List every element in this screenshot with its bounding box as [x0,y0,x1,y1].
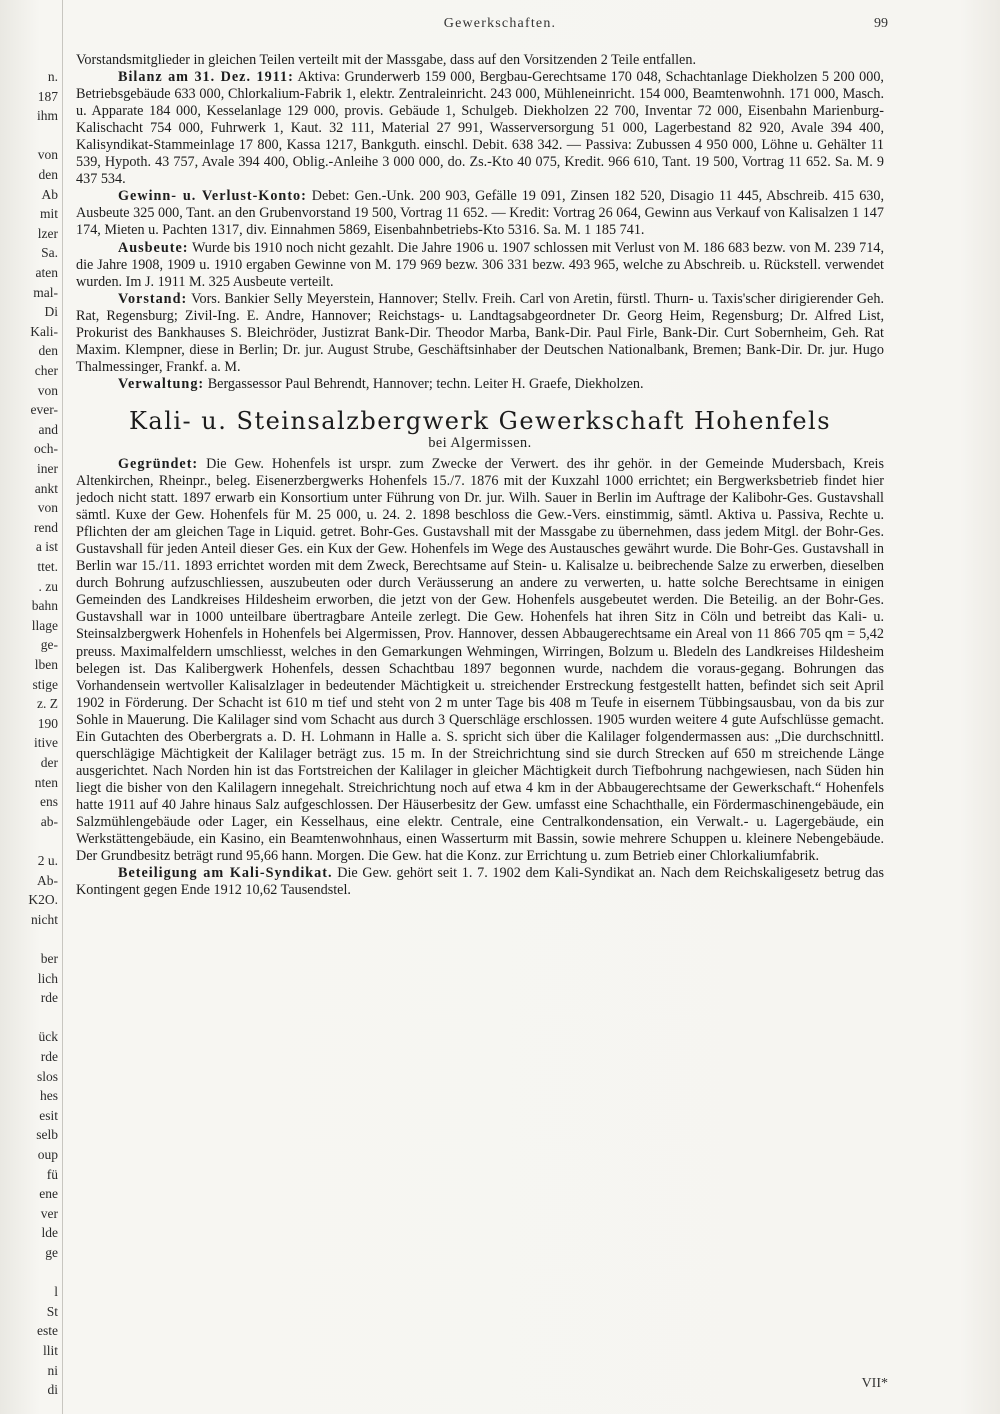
gutter-fragment: Kali- [30,323,58,339]
company-title: Kali- u. Steinsalzbergwerk Gewerkschaft Hohenfels [128,406,832,435]
gutter-fragment: ber [40,951,58,966]
gutter-fragment: rend [34,519,58,535]
ausbeute-paragraph [76,240,884,291]
bilanz-text: Aktiva: Grunderwerb 159 000, Bergbau-Gerechtsame 170 048, Schachtanlage Diekholzen 5 200 000, Betriebsgebäude 633 000, Chlorkalium-Fabrik 1, elektr. Zentraleinricht. 243 000, Mühleneinricht. 154 000, Beamtenwohnh. 171 000, Masch. u. Apparate 184 000, Kesselanlage 129 000, provis. Gebäude 1, Schulgeb. Diekholzen 22 700, Inventar 72 000, Eisenbahn Marienburg-Kalischacht 754 000, Fuhrwerk 1, Kaut. 32 111, Material 27 991, Wasserversorgung 51 000, Lagerbestand 82 920, Avale 394 400, Kalisyndikat-Stammeinlage 17 800, Kassa 1217, Bankguth. einschl. Debit. 638 342. — Passiva: Zubussen 4 950 000, Löhne u. Gehälter 11 539, Hypoth. 43 757, Avale 394 400, Oblig.-Anleihe 3 000 000, do. Zs.-Kto 40 075, Kredit. 966 610, Tant. 19 500, Vortrag 11 652. Sa. M. 9 437 534. [76,69,884,188]
gegruendet-label: Gegründet: [118,455,199,472]
gutter-fragment: bahn [31,598,58,614]
gutter-fragment: llit [42,1343,58,1358]
gutter-fragment: itive [34,735,58,751]
gutter-fragment: lzer [37,225,58,241]
running-title: Gewerkschaften. [443,16,557,31]
beteiligung-paragraph [76,865,884,899]
text-column [76,52,884,1382]
gutter-fragment: selb [36,1127,58,1143]
gutter-fragment: stige [32,676,58,692]
gutter-fragment: ab- [40,813,58,829]
gv-text: Debet: Gen.-Unk. 200 903, Gefälle 19 091, Zinsen 182 520, Disagio 11 445, Abschreib. 415 630, Ausbeute 325 000, Tant. an den Grubenvorstand 19 500, Vortrag 11 652. — Kredit: Vortrag 26 064, Gewinn aus Verkauf von Kalisalzen 1 147 174, Mieten u. Pachten 1317, div. Einnahmen 5869, Eisenbahnbetriebs-Kto 5316. Sa. M. 1 185 741. [76,188,884,239]
gutter-fragment: 190 [37,715,58,731]
bilanz-label: Bilanz am 31. Dez. 1911: [118,69,294,86]
gutter-fragment: ever- [30,402,58,418]
gutter-fragment: Ab- [37,872,58,888]
gutter-fragment: ück [38,1029,58,1045]
gutter-fragment: rde [40,1049,58,1064]
gutter-fragment: fü [46,1166,58,1182]
gutter-fragment: nicht [31,911,58,927]
bilanz-paragraph [76,69,884,188]
gutter-fragment: St [46,1303,58,1319]
gutter-fragment: der [40,755,58,770]
beteiligung-text: Die Gew. gehört seit 1. 7. 1902 dem Kali-Syndikat an. Nach dem Reichskaligesetz betrug das Kontingent gegen Ende 1912 10,62 Tausendstel. [76,865,884,899]
gutter-fragment: Sa. [41,245,58,261]
gutter-fragment: esit [39,1107,58,1123]
gv-paragraph [76,188,884,239]
ausbeute-label: Ausbeute: [118,239,189,256]
gutter-fragment: K2O. [28,892,58,908]
gutter-fragment: slos [36,1068,58,1084]
ausbeute-text: Wurde bis 1910 noch nicht gezahlt. Die Jahre 1906 u. 1907 schlossen mit Verlust von M. 186 683 bezw. von M. 239 714, die Jahre 1908, 1909 u. 1910 ergaben Gewinne von M. 179 969 bezw. 306 331 bezw. 493 965, welche zu Abschreib. u. Rückstell. verwendet wurden. Im J. 1911 M. 325 Ausbeute verteilt. [76,239,884,290]
verwaltung-paragraph [76,376,884,393]
gutter-fragment: ankt [34,480,58,496]
company-subtitle: bei Algermissen. [428,434,532,451]
gutter-fragment: mal- [33,284,58,300]
gutter-fragment: hes [40,1088,58,1104]
gutter-fragment: lben [34,657,58,672]
gutter-fragment: lich [37,970,58,986]
gutter-fragment: cher [34,363,58,378]
page-fold-line [62,0,63,1414]
gutter-fragment: di [47,1382,58,1398]
vorstand-text: Vors. Bankier Selly Meyerstein, Hannover; Stellv. Freih. Carl von Aretin, fürstl. Thurn- u. Taxis'scher dirigierender Geh. Rat, Regensburg; Zivil-Ing. E. Andre, Hannover; Reichstags- u. Landtagsabgeordneter Dr. Georg Heim, Regensburg; Dr. Alfred List, Prokurist des Bankhauses S. Bleichröder, Justizrat Bank-Dir. Theodor Marba, Bank-Dir. Paul Firle, Bank-Dir. Curt Sobernheim, Geh. Rat Maxim. Klempner, diese in Berlin; Dr. jur. August Strube, Geschäftsinhaber der Deutschen Nationalbank, Bremen; Bank-Dir. Dr. jur. Hugo Thalmessinger, Frankf. a. M. [76,290,884,375]
gutter-fragment: 187 [37,88,58,104]
gutter-fragment: . zu [38,578,58,594]
gutter-fragment: and [38,421,58,437]
gutter-fragment: z. Z [37,696,58,712]
adjacent-page-gutter [0,0,62,1414]
gutter-fragment: ttet. [37,559,58,574]
vorstand-label: Vorstand: [118,290,188,307]
verwaltung-text: Bergassessor Paul Behrendt, Hannover; techn. Leiter H. Graefe, Diekholzen. [207,375,644,392]
gutter-fragment: rde [40,990,58,1006]
gutter-fragment: n. [47,69,58,84]
gutter-fragment: ge- [40,637,58,653]
gutter-fragment: oup [37,1147,58,1162]
signature-mark: VII* [861,1376,888,1391]
gutter-fragment: ver [40,1205,58,1221]
gutter-fragment: llage [31,617,58,633]
gutter-fragment: l [54,1284,58,1300]
gutter-fragment: ni [47,1362,58,1378]
gutter-fragment: 2 u. [37,853,58,868]
gv-label: Gewinn- u. Verlust-Konto: [118,188,307,205]
gutter-fragment: iner [37,461,58,476]
gutter-fragment: aten [35,265,58,280]
gutter-fragment: ens [40,794,58,810]
vorstand-paragraph [76,291,884,376]
gutter-fragment: von [37,147,58,163]
gutter-fragment: von [37,500,58,516]
gutter-fragment: och- [34,441,58,457]
verwaltung-label: Verwaltung: [118,375,205,392]
gutter-fragment: ene [39,1186,58,1202]
gutter-fragment: den [38,343,58,359]
beteiligung-label: Beteiligung am Kali-Syndikat. [118,865,333,882]
gutter-fragment: von [37,382,58,398]
gutter-fragment: den [38,167,58,182]
gutter-fragment: ihm [36,108,58,124]
gutter-fragment: a ist [35,539,58,555]
gutter-fragment: Di [44,304,58,320]
gutter-fragment: ge [45,1245,58,1260]
gegruendet-text: Die Gew. Hohenfels ist urspr. zum Zwecke der Verwert. des ihr gehör. in der Gemeinde Mudersbach, Kreis Altenkirchen, Rheinpr., beleg. Eisenerzbergwerks Hohenfels 15./7. 1876 mit der Kuxzahl 1000 errichtet; ein Bergwerksbetrieb findet hier jedoch nicht statt. 1897 erwarb ein Konsortium unter Führung von Dr. jur. Wilh. Sauer in Berlin im Auftrage der Kalibohr-Ges. Gustavshall sämtl. Kuxe der Gew. Hohenfels für M. 25 000, u. 24. 2. 1898 beschloss die Gew.-Vers. einstimmig, sämtl. Aktiva u. Passiva, Rechte u. Pflichten der am gleichen Tage in Liquid. getret. Bohr-Ges. Gustavshall mit der Massgabe zu übernehmen, dass jedem Mitgl. der Bohr-Ges. Gustavshall für jeden Anteil dieser Ges. ein Kux der Gew. Hohenfels im Wege des Austausches gewährt wurde. Die Bohr-Ges. Gustavshall in Berlin war 15./11. 1893 errichtet worden mit dem Zweck, Berechtsame auf Stein- u. Kalisalze u. beibrechende Salze zu erwerben, dieselben durch Bohrung aufzuschliessen, auszubeuten oder durch Veräusserung an andere zu verwerten, u. hatte solche Berechtsame in einigen Gemeinden des Landkreises Hildesheim erworben, die jetzt von der Gew. Hohenfels ausgebeutet werden. Die Beteilig. an der Bohr-Ges. Gustavshall war in 1000 unteilbare übertragbare Anteile zerlegt. Die Gew. Hohenfels hat ihren Sitz in Cöln und betreibt das Kali- u. Steinsalzbergwerk Hohenfels in Hohenfels bei Algermissen, Prov. Hannover, dessen Abbaugerechtsame ein Areal von 11 866 705 qm = 5,42 preuss. Maximalfeldern umschliesst, welches in den Gemarkungen Wehmingen, Wirringen, Bolzum u. Bledeln des Landkreises Hildesheim belegen ist. Das Kalibergwerk Hohenfels, dessen Schachtbau 1897 begonnen wurde, nachdem die voraus-gegang. Bohrungen das Vorhandensein wertvoller Kalisalzlager in bedeutender Mächtigkeit u. streichender Erstreckung festgestellt hatten, befindet sich seit April 1902 in Förderung. Der Schacht ist 610 m tief und steht von 2 m unter Tage bis 408 m Teufe in eisernem Tübbingsausbau, von da bis zur Sohle in Mauerung. Die Kalilager sind vom Schacht aus durch 3 Querschläge erschlossen. 1905 wurden weitere 4 gute Aufschlüsse gemacht. Ein Gutachten des Oberbergrats a. D. H. Lohmann in Halle a. S. spricht sich über die Kalilager folgendermassen aus: „Die durchschnittl. querschlägige Mächtigkeit der Kalilager beträgt zus. 15 m. In der Streichrichtung sind sie durch Strecken auf 650 m streichende Länge ausgerichtet. Nach Norden hin ist das Fortstreichen der Kalilager in gleicher Mächtigkeit durch Tiefbohrung nachgewiesen, nach Süden hin liegt die bisher von den Kalilagern innegehalt. Streichrichtung noch auf etwa 4 km in der Abbaugerechtsame der Gewerkschaft.“ Hohenfels hatte 1911 auf 40 Jahre hinaus Salz aufgeschlossen. Der Häuserbesitz der Gew. umfasst eine Schachthalle, ein Fördermaschinengebäude, ein Salzmühlengebäude oder Lager, ein Kesselhaus, eine elektr. Centrale, eine Centralkondensation, ein Verwalt.- u. Lagergebäude, ein Werkstättengebäude, ein Kasino, ein Beamtenwohnhaus, einen Wasserturm mit Bassin, sowie mehrere Schuppen u. kleinere Nebengebäude. Der Grundbesitz beträgt rund 95,66 hann. Morgen. Die Gew. hat die Konz. zur Errichtung u. zum Betrieb einer Chlorkaliumfabrik. [76,455,884,865]
gutter-fragment: mit [39,206,58,222]
gutter-fragment: Ab [41,186,58,202]
page-number: 99 [874,16,888,31]
gegruendet-paragraph [76,456,884,865]
section-intro: Vorstandsmitglieder in gleichen Teilen verteilt mit der Massgabe, dass auf den Vorsitzenden 2 Teile entfallen. [76,52,696,68]
gutter-fragment: este [37,1323,58,1339]
gutter-fragment: lde [41,1225,58,1241]
gutter-fragment: nten [34,774,58,790]
